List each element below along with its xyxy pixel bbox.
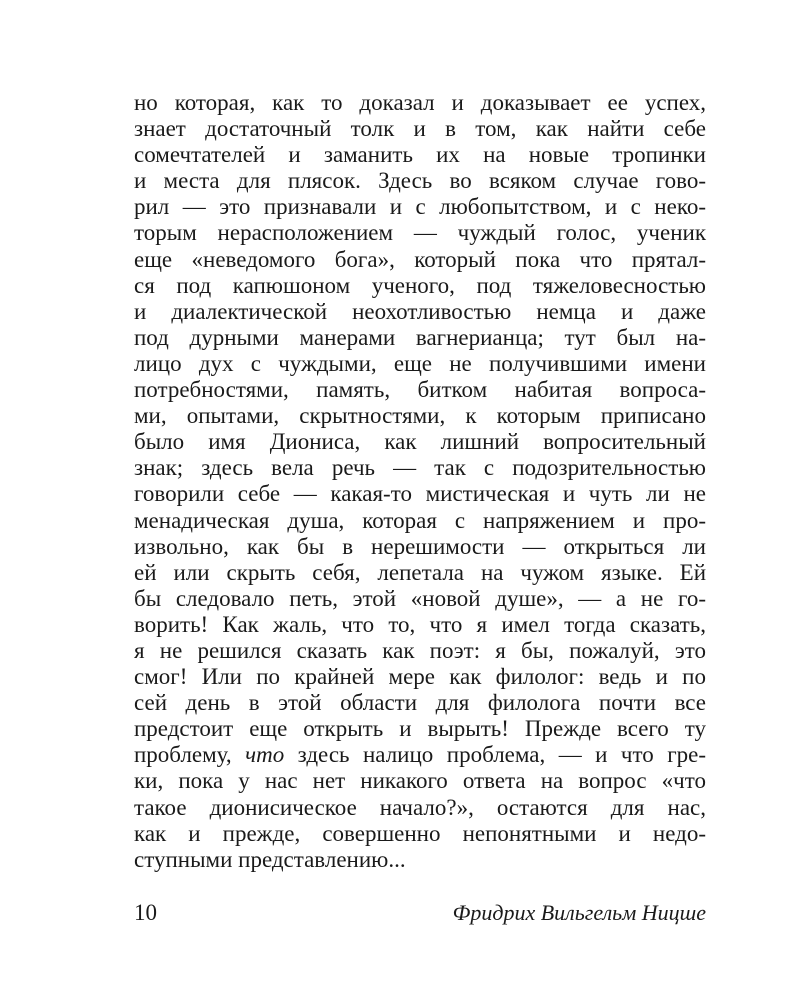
text-line: ки, пока у нас нет никакого ответа на вопрос «что (134, 768, 706, 794)
text-line: сомечтателей и заманить их на новые тропинки (134, 142, 706, 168)
text-line: знает достаточный толк и в том, как найти себе (134, 116, 706, 142)
text-line: лицо дух с чуждыми, еще не получившими имени (134, 350, 706, 376)
text-line: бы следовало петь, этой «новой душе», — а не го- (134, 585, 706, 611)
text-line: говорили себе — какая-то мистическая и чуть ли не (134, 481, 706, 507)
text-line: ворить! Как жаль, что то, что я имел тогда сказать, (134, 611, 706, 637)
text-line: ся под капюшоном ученого, под тяжеловесностью (134, 272, 706, 298)
body-text (134, 90, 706, 873)
text-line: потребностями, память, битком набитая вопроса- (134, 377, 706, 403)
text-line (134, 742, 706, 768)
text-line: под дурными манерами вагнерианца; тут был на- (134, 324, 706, 350)
text-line: извольно, как бы в нерешимости — открыться ли (134, 533, 706, 559)
text-line: менадическая душа, которая с напряжением и про- (134, 507, 706, 533)
text-line: я не решился сказать как поэт: я бы, пожалуй, это (134, 637, 706, 663)
text-line: предстоит еще открыть и вырыть! Прежде всего ту (134, 716, 706, 742)
page-footer (134, 898, 706, 928)
text-line: торым нерасположением — чуждый голос, ученик (134, 220, 706, 246)
text-line: ей или скрыть себя, лепетала на чужом языке. Ей (134, 559, 706, 585)
text-line: рил — это признавали и с любопытством, и с неко- (134, 194, 706, 220)
running-title: Фридрих Вильгельм Ницше (452, 900, 706, 925)
text-line: ми, опытами, скрытностями, к которым приписано (134, 403, 706, 429)
text-line: и места для плясок. Здесь во всяком случае гово- (134, 168, 706, 194)
text-segment: здесь налицо проблема, — и что гре- (297, 742, 707, 768)
text-segment: проблему, (134, 742, 232, 768)
text-line: еще «неведомого бога», который пока что прятал- (134, 246, 706, 272)
page-number: 10 (134, 900, 157, 925)
text-line: сей день в этой области для филолога почти все (134, 690, 706, 716)
text-line: но которая, как то доказал и доказывает ее успех, (134, 90, 706, 115)
text-line: и диалектической неохотливостью немца и даже (134, 298, 706, 324)
text-line: такое дионисическое начало?», остаются для нас, (134, 794, 706, 820)
text-line: ступными представлению... (134, 846, 406, 872)
text-line: знак; здесь вела речь — так с подозрительностью (134, 455, 706, 481)
italic-emphasis: что (245, 742, 285, 768)
text-line: как и прежде, совершенно непонятными и недо- (134, 820, 706, 846)
text-line: было имя Диониса, как лишний вопросительный (134, 429, 706, 455)
text-line: смог! Или по крайней мере как филолог: ведь и по (134, 664, 706, 690)
